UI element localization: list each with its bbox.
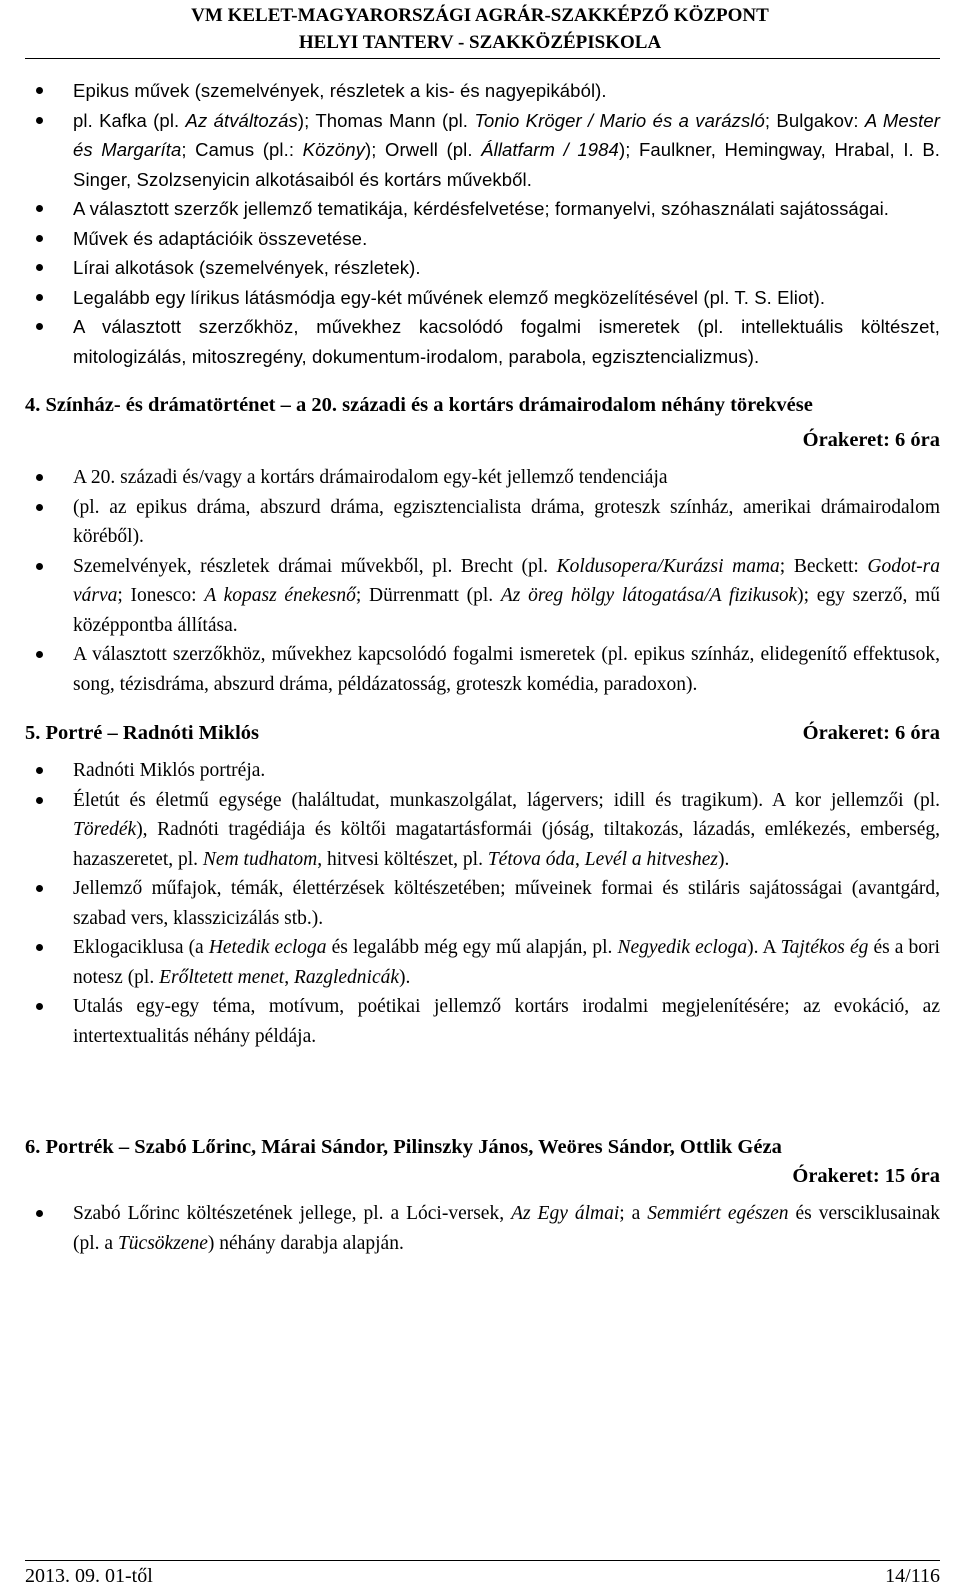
section-6-hours: Órakeret: 15 óra [792,1165,940,1187]
section-5-hours: Órakeret: 6 óra [802,722,940,744]
section-5-list [25,756,940,1051]
footer-divider [25,1560,940,1561]
list-item: (pl. az epikus dráma, abszurd dráma, egzisztencialista dráma, groteszk színház, amerikai drámairodalom köréből). [25,493,940,552]
section-6-title: 6. Portrék – Szabó Lőrinc, Márai Sándor, Pilinszky János, Weöres Sándor, Ottlik Géza [25,1136,782,1158]
list-item-kafka: pl. Kafka (pl. Az átváltozás); Thomas Mann (pl. Tonio Kröger / Mario és a varázsló; Bulgakov: A Mester és Margaríta; Camus (pl.: Közöny); Orwell (pl. Állatfarm / 1984); Faulkner, Hemingway, Hrabal, I. B. Singer, Szolzsenyicin alkotásaiból és kortárs művekből. [25,106,940,195]
page-header [0,2,960,56]
section-4-hours: Órakeret: 6 óra [802,429,940,451]
footer-date: 2013. 09. 01-től [25,1565,153,1587]
list-item: Utalás egy-egy téma, motívum, poétikai jellemző kortárs irodalmi megjelenítésére; az evokáció, az intertextualitás néhány példája. [25,992,940,1051]
list-item: Radnóti Miklós portréja. [25,756,940,786]
section-5-heading [25,719,940,748]
list-item: A 20. századi és/vagy a kortárs drámairodalom egy-két jellemző tendenciája [25,463,940,493]
section-5-title: 5. Portré – Radnóti Miklós [25,722,260,744]
top-bullet-list [25,76,940,371]
header-line-2: HELYI TANTERV - SZAKKÖZÉPISKOLA [298,32,662,53]
list-item: Lírai alkotások (szemelvények, részletek). [25,253,940,283]
header-divider [25,58,940,59]
header-line-1: VM KELET-MAGYARORSZÁGI AGRÁR-SZAKKÉPZŐ KÖZPONT [191,5,769,26]
list-item: A választott szerzőkhöz, művekhez kapcsolódó fogalmi ismeretek (pl. epikus színház, elidegenítő effektusok, song, tézisdráma, abszurd dráma, példázatosság, groteszk komédia, paradoxon). [25,640,940,699]
list-item: Szabó Lőrinc költészetének jellege, pl. a Lóci-versek, Az Egy álmai; a Semmiért egészen és versciklusainak (pl. a Tücsökzene) néhány darabja alapján. [25,1199,940,1258]
section-4-title: 4. Színház- és drámatörténet – a 20. századi és a kortárs drámairodalom néhány törekvése [25,394,813,416]
list-item: Legalább egy lírikus látásmódja egy-két művének elemző megközelítésével (pl. T. S. Eliot). [25,283,940,313]
section-4-list [25,463,940,699]
list-item: Eklogaciklusa (a Hetedik ecloga és legalább még egy mű alapján, pl. Negyedik ecloga). A Tajtékos ég és a bori notesz (pl. Erőltetett menet, Razglednicák). [25,933,940,992]
document-body [25,76,940,1258]
list-item: Életút és életmű egysége (haláltudat, munkaszolgálat, lágervers; idill és tragikum). A kor jellemzői (pl. Töredék), Radnóti tragédiája és költői magatartásformái (jóság, tiltakozás, lázadás, emlékezés, emberség, hazaszeretet, pl. Nem tudhatom, hitvesi költészet, pl. Tétova óda, Levél a hitveshez). [25,786,940,875]
page-footer [25,1563,940,1589]
list-item: Művek és adaptációik összevetése. [25,224,940,254]
list-item: Jellemző műfajok, témák, élettérzések költészetében; műveinek formai és stiláris sajátosságai (avantgárd, szabad vers, klasszicizálás stb.). [25,874,940,933]
list-item: Epikus művek (szemelvények, részletek a kis- és nagyepikából). [25,76,940,106]
list-item-brecht: Szemelvények, részletek drámai művekből, pl. Brecht (pl. Koldusopera/Kurázsi mama; Beckett: Godot-ra várva; Ionesco: A kopasz énekesnő; Dürrenmatt (pl. Az öreg hölgy látogatása/A fizikusok); egy szerző, mű középpontba állítása. [25,552,940,641]
list-item: A választott szerzők jellemző tematikája, kérdésfelvetése; formanyelvi, szóhasználati sajátosságai. [25,194,940,224]
section-6-list [25,1199,940,1258]
page-number: 14/116 [885,1565,940,1587]
list-item: A választott szerzőkhöz, művekhez kacsolódó fogalmi ismeretek (pl. intellektuális költészet, mitologizálás, mitoszregény, dokumentum-irodalom, parabola, egzisztencializmus). [25,312,940,371]
